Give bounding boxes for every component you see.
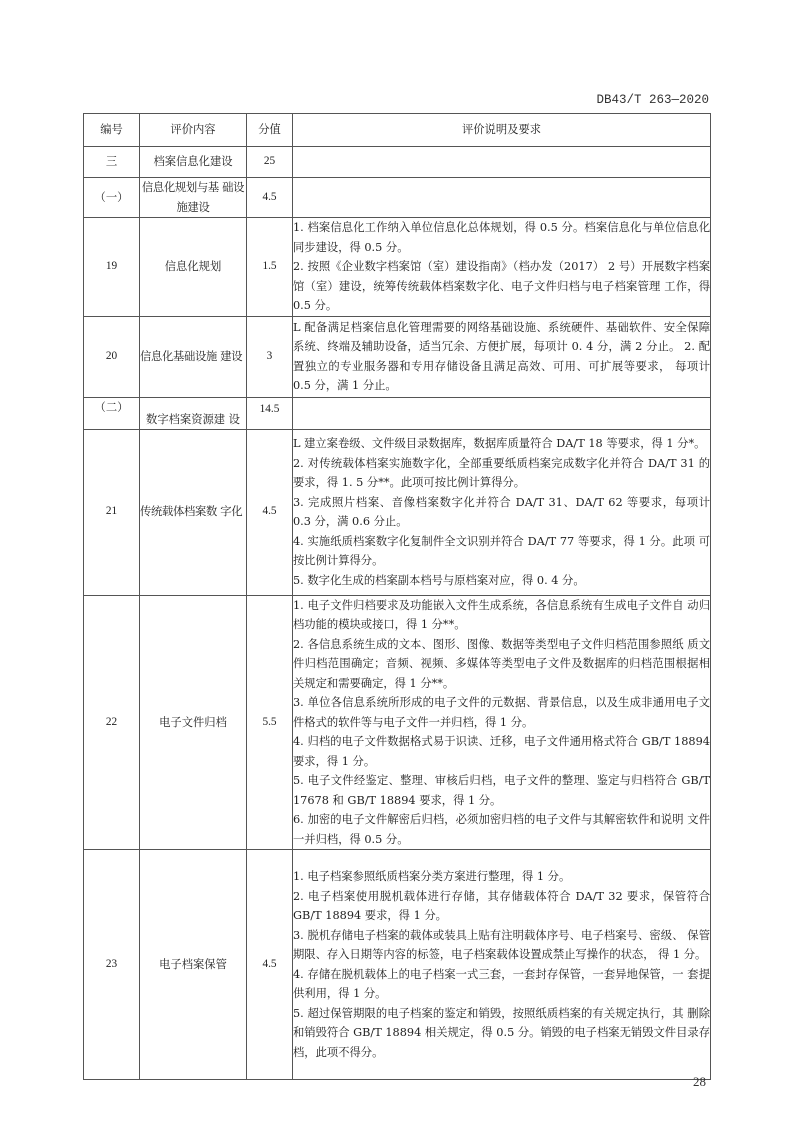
requirement-item: 5. 数字化生成的档案副本档号与原档案对应，得 0. 4 分。 [293,573,585,587]
requirement-item: 4. 实施纸质档案数字化复制件全文识别并符合 DA/T 77 等要求，得 1 分。此项 可按比例计算得分。 [293,534,710,567]
requirement-item: 4. 存储在脱机载体上的电子档案一式三套，一套封存保管，一套异地保管，一 套提供利用，得 1 分。 [293,967,710,1000]
requirement-item: 1. 档案信息化工作纳入单位信息化总体规划，得 0.5 分。档案信息化与单位信息化同步建设，得 0.5 分。 [293,221,710,254]
row-id: 20 [84,316,140,397]
standard-code: DB43/T 263—2020 [596,93,709,107]
requirement-item: 4. 归档的电子文件数据格式易于识读、迁移，电子文件通用格式符合 GB/T 18894 要求，得 1 分。 [293,735,710,768]
row-content: 信息化规划 [140,218,247,317]
row-score: 25 [247,147,293,178]
row-requirements [293,429,711,595]
table-row [84,850,711,1080]
evaluation-table [83,113,711,1080]
row-score: 1.5 [247,218,293,317]
row-content: 电子档案保管 [140,850,247,1080]
table-row [84,218,711,317]
row-requirements [293,316,711,397]
row-id: 19 [84,218,140,317]
row-score [247,397,293,429]
requirement-item: 2. 电子档案使用脱机载体进行存储，其存储载体符合 DA/T 32 要求，保管符合 GB/T 18894 要求，得 1 分。 [293,889,710,922]
requirement-item: 3. 完成照片档案、音像档案数字化并符合 DA/T 31、DA/T 62 等要求，每项计 0.3 分，满 0.6 分止。 [293,495,710,528]
column-header-id: 编号 [84,114,140,147]
row-id-text: （二） [94,401,129,415]
row-score: 5.5 [247,595,293,850]
row-score-text: 14.5 [259,403,280,416]
requirement-item: 2. 各信息系统生成的文本、图形、图像、数据等类型电子文件归档范围参照纸 质文件归档范围确定；音频、视频、多媒体等类型电子文件及数据库的归档范围根据相关规定和需要确定，得 1 分**。 [293,637,710,690]
row-content: 信息化基础设施 建设 [140,316,247,397]
row-id: 22 [84,595,140,850]
row-score: 3 [247,316,293,397]
column-header-requirements: 评价说明及要求 [293,114,711,147]
row-requirements [293,178,711,218]
table-row [84,178,711,218]
table-row [84,316,711,397]
table-row [84,429,711,595]
row-id [84,397,140,429]
row-content [140,397,247,429]
column-header-score: 分值 [247,114,293,147]
row-requirements [293,218,711,317]
requirement-item: 1. 电子档案参照纸质档案分类方案进行整理，得 1 分。 [293,870,571,883]
page-number: 28 [693,1074,706,1089]
table-header-row [84,114,711,147]
row-id: （一） [84,178,140,218]
requirement-item: 5. 超过保管期限的电子档案的鉴定和销毁，按照纸质档案的有关规定执行，其 删除和销毁符合 GB/T 18894 相关规定，得 0.5 分。销毁的电子档案无销毁文件目录存档，此项不得分。 [293,1006,710,1059]
row-id: 三 [84,147,140,178]
table-row [84,397,711,429]
requirement-item: L 配备满足档案信息化管理需要的网络基础设施、系统硬件、基础软件、安全保障系统、终端及辅助设备，适当冗余、方便扩展，每项计 0. 4 分，满 2 分止。 2. 配置独立的专业服务器和专用存储设备且满足高效、可用、可扩展等要求， 每项计 0.5 分，满 1 分止。 [293,320,710,392]
row-requirements [293,850,711,1080]
requirement-item: 3. 单位各信息系统所形成的电子文件的元数据、背景信息，以及生成非通用电子文件格式的软件等与电子文件一并归档，得 1 分。 [293,696,710,729]
row-content: 信息化规划与基 础设施建设 [140,178,247,218]
row-requirements [293,595,711,850]
requirement-item: 2. 对传统载体档案实施数字化，全部重要纸质档案完成数字化并符合 DA/T 31 的要求，得 1. 5 分**。此项可按比例计算得分。 [293,456,710,489]
row-id: 23 [84,850,140,1080]
requirement-item: L 建立案卷级、文件级目录数据库，数据库质量符合 DA/T 18 等要求，得 1 分*。 [293,437,706,450]
row-requirements [293,147,711,178]
requirement-item: 1. 电子文件归档要求及功能嵌入文件生成系统，各信息系统有生成电子文件自 动归档功能的模块或接口，得 1 分**。 [293,598,710,631]
row-content: 档案信息化建设 [140,147,247,178]
column-header-content: 评价内容 [140,114,247,147]
table-row [84,147,711,178]
row-requirements [293,397,711,429]
row-score: 4.5 [247,178,293,218]
row-id: 21 [84,429,140,595]
table-row [84,595,711,850]
requirement-item: 2. 按照《企业数字档案馆（室）建设指南》（档办发（2017） 2 号）开展数字档案馆（室）建设，统筹传统载体档案数字化、电子文件归档与电子档案管理 工作，得 0.5 分。 [293,260,710,312]
row-content: 传统载体档案数 字化 [140,429,247,595]
requirement-item: 5. 电子文件经鉴定、整理、审核后归档，电子文件的整理、鉴定与归档符合 GB/T 17678 和 GB/T 18894 要求，得 1 分。 [293,774,710,807]
row-content: 电子文件归档 [140,595,247,850]
row-score: 4.5 [247,850,293,1080]
requirement-item: 3. 脱机存储电子档案的载体或装具上贴有注明载体序号、电子档案号、密级、 保管期限、存入日期等内容的标签，电子档案载体设置成禁止写操作的状态， 得 1 分。 [293,928,710,961]
requirement-item: 6. 加密的电子文件解密后归档，必须加密归档的电子文件与其解密软件和说明 文件一并归档，得 0.5 分。 [293,813,710,846]
row-score: 4.5 [247,429,293,595]
row-content-text: 数字档案资源建 设 [146,413,240,426]
